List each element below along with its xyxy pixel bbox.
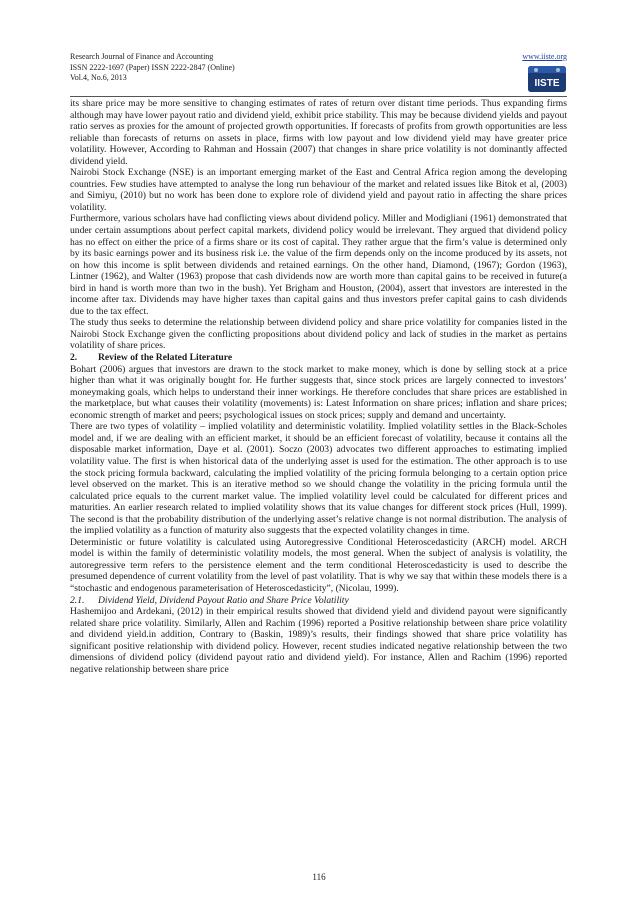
body-paragraph: Furthermore, various scholars have had conflicting views about dividend policy. Miller and Modigliani (1961) demonstrated that under certain assumptions about perfect capital markets, dividend policy would be irrelevant. They argued that dividend policy has no effect on either the price of a firms share or its cost of capital. They rather argue that the firm’s value is determined only by its basic earnings power and its business risk i.e. the value of the firm depends only on the income produced by its assets, not on how this income is split between dividends and retained earnings. On the other hand, Diamond, (1967); Gordon (1963), Lintner (1962), and Walter (1963) propose that cash dividends now are worth more than capital gains to be received in future(a bird in hand is worth more than two in the bush). Yet Brigham and Houston, (2004), assert that investors are interested in the income after tax. Dividends may have higher taxes than capital gains and thus investors prefer capital gains to cash dividends due to the tax effect.: [70, 213, 567, 317]
body-paragraph: Bohart (2006) argues that investors are drawn to the stock market to make money, which is done by selling stock at a price higher than what it was originally bought for. He further suggests that, since stock prices are largely connected to investors’ moneymaking goals, which helps to understand their inner workings. He therefore concludes that share prices are established in the marketplace, but what causes their volatility (movements) is: Latest Information on share prices; inflation and share prices; economic strength of market and peers; psychological issues on stock prices; supply and demand and uncertainty.: [70, 363, 567, 421]
journal-title: Research Journal of Finance and Accounting: [70, 52, 214, 61]
journal-issn: ISSN 2222-1697 (Paper) ISSN 2222-2847 (Online): [70, 62, 235, 72]
subsection-number: 2.1.: [70, 594, 85, 606]
section-number: 2.: [70, 352, 78, 364]
journal-url-link[interactable]: www.iiste.org: [522, 52, 567, 61]
body-paragraph: Deterministic or future volatility is calculated using Autoregressive Conditional Heteroscedasticity (ARCH) model. ARCH model is within the family of deterministic volatility models, the most general. When the subject of analysis is volatility, the autoregressive term refers to the persistence element and the term conditional Heteroscedasticity is used to describe the presumed dependence of current volatility from the level of past volatility. That is why we say that within these models there is a “stochastic and endogenous parameterisation of Heteroscedasticity”, (Nicolau, 1999).: [70, 536, 567, 594]
logo-text: IISTE: [534, 78, 560, 89]
body-paragraph: The study thus seeks to determine the relationship between dividend policy and share price volatility for companies listed in the Nairobi Stock Exchange given the conflicting propositions about dividend policy and lack of studies in the market as pertains volatility of share prices.: [70, 317, 567, 352]
section-title: Review of the Related Literature: [98, 352, 233, 364]
article-body: [70, 98, 567, 675]
body-paragraph: its share price may be more sensitive to changing estimates of rates of return over distant time periods. Thus expanding firms although may have lower payout ratio and dividend yield, exhibit price stability. This may be because dividend yields and payout ratio serves as proxies for the amount of projected growth opportunities. If forecasts of profits from growth opportunities are less reliable than forecasts of returns on assets in place, firms with low payout and low dividend yield may have greater price volatility. However, According to Rahman and Hossain (2007) that changes in share price volatility is not dominantly affected dividend yield.: [70, 98, 567, 167]
journal-header: [70, 52, 567, 92]
section-heading: [70, 352, 567, 364]
journal-volume: Vol.4, No.6, 2013: [70, 73, 127, 82]
page-number: 116: [312, 872, 326, 882]
subsection-title: Dividend Yield, Dividend Payout Ratio and Share Price Volatility: [98, 594, 349, 606]
header-rule: [70, 96, 567, 97]
iiste-logo: [528, 66, 566, 92]
body-paragraph: Hashemijoo and Ardekani, (2012) in their empirical results showed that dividend yield and dividend payout were significantly related share price volatility. Similarly, Allen and Rachim (1996) reported a Positive relationship between share price volatility and dividend yield.in addition, Contrary to (Baskin, 1989)’s results, their findings showed that share price volatility has significant positive relationship with dividend policy. However, recent studies indicated negative relationship between the two dimensions of dividend policy (dividend payout ratio and dividend yield). For instance, Allen and Rachim (1996) reported negative relationship between share price: [70, 606, 567, 675]
subsection-heading: [70, 595, 567, 607]
body-paragraph: There are two types of volatility – implied volatility and deterministic volatility. Implied volatility settles in the Black-Scholes model and, if we are dealing with an efficient market, it should be an efficient forecast of volatility, because it contains all the disposable market information, Daye et al. (2001). Soczo (2003) advocates two different approaches to estimating implied volatility value. The first is when historical data of the underlying asset is used for the estimation. The other approach is to use the stock pricing formula backward, calculating the implied volatility of the pricing formula belonging to a certain option price level observed on the market. This is an iterative method so we should change the volatility in the pricing formula until the calculated price equals to the current market value. The implied volatility level could be calculated for different prices and maturities. An earlier research related to implied volatility shows that its value changes for different stock prices (Hull, 1999). The second is that the probability distribution of the underlying asset’s relative change is not normal distribution. The analysis of the implied volatility as a function of maturity also suggests that the expected volatility changes in time.: [70, 421, 567, 537]
body-paragraph: Nairobi Stock Exchange (NSE) is an important emerging market of the East and Central Africa region among the developing countries. Few studies have attempted to analyse the long run behaviour of the market and related issues like Bitok et al, (2003) and Simiyu, (2010) but no work has been done to explore role of dividend yield and payout ratio in affecting the share prices volatility.: [70, 167, 567, 213]
